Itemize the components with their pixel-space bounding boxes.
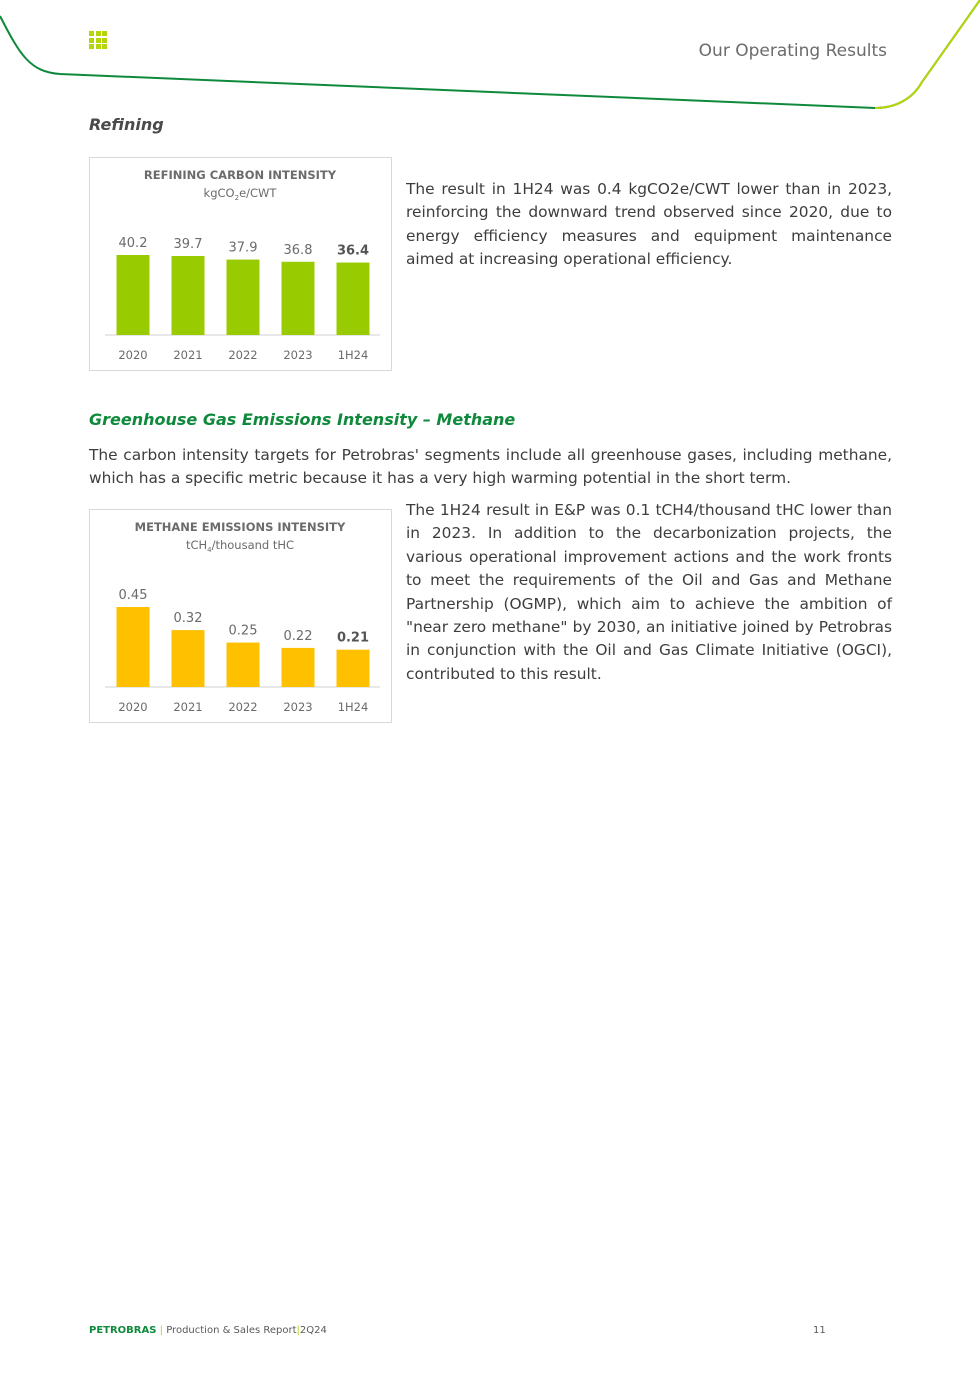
chart-data-label: 37.9 [228,240,258,256]
chart-bar-2020 [117,255,150,335]
chart-unit: kgCO$_2$e/CWT [203,186,277,202]
chart-category-label: 2020 [118,348,148,362]
chart-data-label: 36.8 [283,242,313,258]
footer-separator: | [159,1325,164,1336]
refining-paragraph: The result in 1H24 was 0.4 kgCO2e/CWT lower than in 2023, reinforcing the downward trend observed since 2020, due to energy efficiency measures and equipment maintenance aimed at increasing operational efficiency. [406,180,892,269]
chart-category-label: 2020 [118,700,148,714]
methane-chart-svg [90,510,391,722]
grid-menu-icon [89,31,107,49]
chart-bar-2021 [172,630,205,687]
chart-category-label: 2022 [228,348,258,362]
chart-bar-1H24 [337,650,370,687]
chart-data-label: 0.32 [173,611,203,627]
chart-bar-2022 [227,260,260,335]
chart-category-label: 2022 [228,700,258,714]
footer-period: 2Q24 [299,1325,327,1336]
chart-data-label: 0.21 [336,630,370,646]
methane-heading: Greenhouse Gas Emissions Intensity – Methane [89,410,516,429]
chart-bar-1H24 [337,263,370,335]
chart-title: METHANE EMISSIONS INTENSITY [134,520,346,534]
refining-carbon-intensity-chart [89,157,392,371]
chart-data-label: 0.22 [283,628,313,644]
chart-data-label: 40.2 [118,236,148,251]
chart-unit: tCH$_4$/thousand tHC [185,538,295,554]
chart-data-label: 36.4 [336,243,370,259]
footer [89,1325,327,1336]
footer-brand: PETROBRAS [89,1325,157,1336]
chart-data-label: 0.45 [118,588,148,603]
methane-intro-paragraph: The carbon intensity targets for Petrobras' segments include all greenhouse gases, including methane, which has a specific metric because it has a very high warming potential in the short term. [89,446,892,488]
chart-category-label: 1H24 [337,348,369,362]
chart-category-label: 2023 [283,700,313,714]
footer-separator-2: | [296,1325,300,1336]
methane-paragraph: The 1H24 result in E&P was 0.1 tCH4/thousand tHC lower than in 2023. In addition to the decarbonization projects, the various operational improvement actions and the work fronts to meet the requirements of the Oil and Gas and Methane Partnership (OGMP), which aim to achieve the ambition of "near zero methane" by 2030, an initiative joined by Petrobras in conjunction with the Oil and Gas Climate Initiative (OGCI), contributed to this result. [406,501,892,683]
refining-chart-svg [90,158,391,370]
chart-category-label: 1H24 [337,700,369,714]
chart-bar-2023 [282,262,315,335]
footer-report-name: Production & Sales Report [166,1325,297,1336]
chart-data-label: 39.7 [173,236,203,252]
refining-heading: Refining [89,115,164,134]
chart-bar-2020 [117,607,150,687]
methane-emissions-intensity-chart [89,509,392,723]
page-header-title: Our Operating Results [698,41,887,61]
chart-bar-2023 [282,648,315,687]
page-number: 11 [813,1325,826,1336]
chart-data-label: 0.25 [228,623,258,639]
chart-category-label: 2021 [173,700,203,714]
chart-category-label: 2023 [283,348,313,362]
chart-bar-2022 [227,643,260,687]
chart-title: REFINING CARBON INTENSITY [143,168,337,182]
chart-category-label: 2021 [173,348,203,362]
chart-bar-2021 [172,256,205,335]
